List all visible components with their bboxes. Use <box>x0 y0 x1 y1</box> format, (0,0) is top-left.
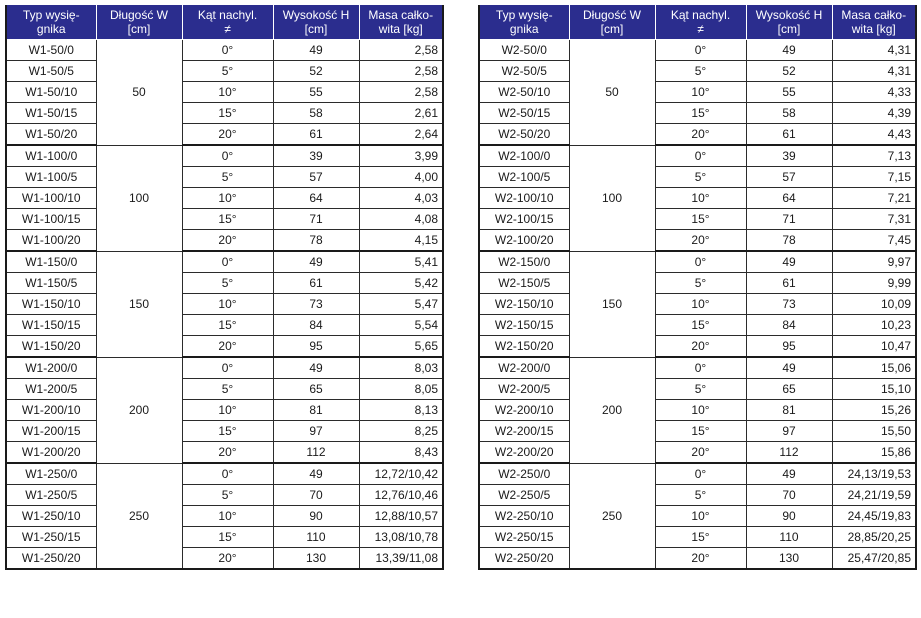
mass-cell: 8,03 <box>359 357 443 379</box>
height-cell: 39 <box>273 145 359 167</box>
mass-cell: 9,97 <box>832 251 916 273</box>
angle-cell: 20° <box>182 124 273 146</box>
height-cell: 95 <box>746 336 832 358</box>
column-header-line: [cm] <box>127 22 151 36</box>
mass-cell: 15,50 <box>832 421 916 442</box>
type-cell: W1-150/0 <box>6 251 96 273</box>
type-cell: W2-150/10 <box>479 294 569 315</box>
type-cell: W1-100/0 <box>6 145 96 167</box>
angle-cell: 5° <box>655 273 746 294</box>
column-header-line: Typ wysię- <box>495 8 553 22</box>
angle-cell: 10° <box>655 188 746 209</box>
table-row <box>6 103 443 124</box>
column-header-line: Masa całko- <box>368 8 434 22</box>
table-row <box>479 61 916 82</box>
type-cell: W2-50/15 <box>479 103 569 124</box>
table-row <box>6 40 443 61</box>
mass-cell: 12,72/10,42 <box>359 463 443 485</box>
table-row <box>479 485 916 506</box>
table-row <box>6 442 443 464</box>
type-cell: W1-250/20 <box>6 548 96 570</box>
type-cell: W1-100/10 <box>6 188 96 209</box>
angle-cell: 15° <box>182 209 273 230</box>
mass-cell: 8,05 <box>359 379 443 400</box>
angle-cell: 20° <box>182 442 273 464</box>
angle-cell: 0° <box>655 463 746 485</box>
table-row <box>6 527 443 548</box>
angle-cell: 10° <box>182 82 273 103</box>
mass-cell: 9,99 <box>832 273 916 294</box>
angle-cell: 5° <box>655 167 746 188</box>
mass-cell: 4,03 <box>359 188 443 209</box>
angle-cell: 10° <box>182 188 273 209</box>
mass-cell: 3,99 <box>359 145 443 167</box>
mass-cell: 12,76/10,46 <box>359 485 443 506</box>
angle-cell: 15° <box>655 315 746 336</box>
mass-cell: 4,43 <box>832 124 916 146</box>
mass-cell: 5,65 <box>359 336 443 358</box>
type-cell: W2-250/5 <box>479 485 569 506</box>
height-cell: 64 <box>746 188 832 209</box>
type-cell: W2-200/5 <box>479 379 569 400</box>
angle-cell: 15° <box>655 527 746 548</box>
table-row <box>6 167 443 188</box>
type-cell: W1-250/5 <box>6 485 96 506</box>
mass-cell: 4,15 <box>359 230 443 252</box>
height-cell: 49 <box>746 40 832 61</box>
length-cell: 50 <box>569 40 655 146</box>
angle-cell: 15° <box>182 103 273 124</box>
mass-cell: 25,47/20,85 <box>832 548 916 570</box>
angle-cell: 20° <box>655 442 746 464</box>
length-cell: 250 <box>569 463 655 569</box>
angle-cell: 0° <box>182 145 273 167</box>
type-cell: W2-250/15 <box>479 527 569 548</box>
column-header-line: Długość W <box>582 8 641 22</box>
column-header <box>569 5 655 40</box>
type-cell: W2-50/10 <box>479 82 569 103</box>
type-cell: W1-50/15 <box>6 103 96 124</box>
mass-cell: 24,21/19,59 <box>832 485 916 506</box>
column-header-line: [cm] <box>304 22 328 36</box>
height-cell: 110 <box>746 527 832 548</box>
type-cell: W2-100/20 <box>479 230 569 252</box>
angle-cell: 5° <box>182 273 273 294</box>
type-cell: W2-200/15 <box>479 421 569 442</box>
angle-cell: 0° <box>655 40 746 61</box>
table-row <box>479 463 916 485</box>
table-row <box>6 336 443 358</box>
angle-cell: 20° <box>655 230 746 252</box>
spec-table-w1 <box>5 5 444 570</box>
type-cell: W2-250/0 <box>479 463 569 485</box>
height-cell: 70 <box>746 485 832 506</box>
angle-cell: 20° <box>182 230 273 252</box>
length-cell: 150 <box>569 251 655 357</box>
column-header <box>746 5 832 40</box>
type-cell: W1-200/10 <box>6 400 96 421</box>
height-cell: 52 <box>746 61 832 82</box>
height-cell: 112 <box>273 442 359 464</box>
mass-cell: 24,13/19,53 <box>832 463 916 485</box>
column-header <box>273 5 359 40</box>
angle-cell: 15° <box>182 421 273 442</box>
type-cell: W1-250/0 <box>6 463 96 485</box>
mass-cell: 7,21 <box>832 188 916 209</box>
height-cell: 73 <box>273 294 359 315</box>
table-row <box>6 548 443 570</box>
column-header-line: ≠ <box>697 22 704 36</box>
height-cell: 57 <box>746 167 832 188</box>
column-header-line: Wysokość H <box>755 8 823 22</box>
angle-cell: 5° <box>182 485 273 506</box>
table-row <box>6 421 443 442</box>
mass-cell: 13,39/11,08 <box>359 548 443 570</box>
mass-cell: 15,06 <box>832 357 916 379</box>
angle-cell: 0° <box>182 357 273 379</box>
mass-cell: 15,10 <box>832 379 916 400</box>
angle-cell: 0° <box>182 40 273 61</box>
table-row <box>6 188 443 209</box>
table-row <box>6 294 443 315</box>
column-header-line: Kąt nachyl. <box>670 8 731 22</box>
height-cell: 49 <box>746 251 832 273</box>
table-row <box>6 463 443 485</box>
type-cell: W1-250/10 <box>6 506 96 527</box>
height-cell: 61 <box>746 124 832 146</box>
column-header <box>6 5 96 40</box>
table-row <box>479 145 916 167</box>
mass-cell: 15,86 <box>832 442 916 464</box>
mass-cell: 4,00 <box>359 167 443 188</box>
mass-cell: 2,64 <box>359 124 443 146</box>
mass-cell: 2,58 <box>359 61 443 82</box>
height-cell: 64 <box>273 188 359 209</box>
height-cell: 55 <box>746 82 832 103</box>
type-cell: W1-150/10 <box>6 294 96 315</box>
height-cell: 58 <box>746 103 832 124</box>
table-row <box>6 379 443 400</box>
table-row <box>479 40 916 61</box>
height-cell: 61 <box>746 273 832 294</box>
length-cell: 100 <box>569 145 655 251</box>
column-header-line: Kąt nachyl. <box>197 8 258 22</box>
mass-cell: 28,85/20,25 <box>832 527 916 548</box>
table-row <box>479 315 916 336</box>
angle-cell: 15° <box>655 421 746 442</box>
height-cell: 49 <box>273 463 359 485</box>
mass-cell: 15,26 <box>832 400 916 421</box>
table-row <box>479 336 916 358</box>
table-row <box>479 506 916 527</box>
type-cell: W2-100/5 <box>479 167 569 188</box>
height-cell: 81 <box>273 400 359 421</box>
type-cell: W2-200/20 <box>479 442 569 464</box>
mass-cell: 5,47 <box>359 294 443 315</box>
angle-cell: 15° <box>655 103 746 124</box>
column-header <box>655 5 746 40</box>
height-cell: 71 <box>746 209 832 230</box>
mass-cell: 5,42 <box>359 273 443 294</box>
type-cell: W1-100/5 <box>6 167 96 188</box>
height-cell: 90 <box>273 506 359 527</box>
height-cell: 90 <box>746 506 832 527</box>
height-cell: 130 <box>746 548 832 570</box>
spec-table-w2 <box>478 5 917 570</box>
type-cell: W2-200/10 <box>479 400 569 421</box>
column-header-line: gnika <box>509 22 539 36</box>
angle-cell: 10° <box>182 506 273 527</box>
mass-cell: 2,58 <box>359 40 443 61</box>
type-cell: W2-150/5 <box>479 273 569 294</box>
height-cell: 52 <box>273 61 359 82</box>
height-cell: 97 <box>273 421 359 442</box>
type-cell: W1-200/0 <box>6 357 96 379</box>
table-row <box>6 61 443 82</box>
table-row <box>479 82 916 103</box>
table-row <box>479 167 916 188</box>
mass-cell: 10,23 <box>832 315 916 336</box>
column-header-line: [cm] <box>777 22 801 36</box>
height-cell: 84 <box>273 315 359 336</box>
mass-cell: 5,41 <box>359 251 443 273</box>
column-header-line: ≠ <box>224 22 231 36</box>
angle-cell: 0° <box>182 251 273 273</box>
table-row <box>6 124 443 146</box>
type-cell: W1-200/20 <box>6 442 96 464</box>
height-cell: 49 <box>746 357 832 379</box>
table-row <box>479 421 916 442</box>
table-row <box>479 379 916 400</box>
type-cell: W2-100/0 <box>479 145 569 167</box>
mass-cell: 4,33 <box>832 82 916 103</box>
angle-cell: 5° <box>182 379 273 400</box>
type-cell: W1-50/20 <box>6 124 96 146</box>
type-cell: W1-200/5 <box>6 379 96 400</box>
height-cell: 71 <box>273 209 359 230</box>
mass-cell: 8,13 <box>359 400 443 421</box>
table-row <box>6 82 443 103</box>
angle-cell: 5° <box>182 167 273 188</box>
type-cell: W2-250/10 <box>479 506 569 527</box>
angle-cell: 0° <box>655 251 746 273</box>
length-cell: 150 <box>96 251 182 357</box>
type-cell: W2-100/15 <box>479 209 569 230</box>
table-row <box>6 209 443 230</box>
type-cell: W1-250/15 <box>6 527 96 548</box>
height-cell: 130 <box>273 548 359 570</box>
table-row <box>6 315 443 336</box>
type-cell: W1-50/10 <box>6 82 96 103</box>
column-header-line: wita [kg] <box>378 22 423 36</box>
height-cell: 61 <box>273 124 359 146</box>
column-header-line: Typ wysię- <box>22 8 80 22</box>
mass-cell: 5,54 <box>359 315 443 336</box>
table-row <box>479 294 916 315</box>
angle-cell: 15° <box>182 527 273 548</box>
angle-cell: 10° <box>655 400 746 421</box>
type-cell: W2-50/20 <box>479 124 569 146</box>
height-cell: 97 <box>746 421 832 442</box>
height-cell: 110 <box>273 527 359 548</box>
angle-cell: 5° <box>655 485 746 506</box>
table-row <box>479 548 916 570</box>
column-header-line: gnika <box>36 22 66 36</box>
type-cell: W1-150/15 <box>6 315 96 336</box>
angle-cell: 0° <box>655 145 746 167</box>
height-cell: 95 <box>273 336 359 358</box>
mass-cell: 13,08/10,78 <box>359 527 443 548</box>
mass-cell: 7,13 <box>832 145 916 167</box>
angle-cell: 15° <box>655 209 746 230</box>
angle-cell: 0° <box>182 463 273 485</box>
length-cell: 50 <box>96 40 182 146</box>
height-cell: 49 <box>273 40 359 61</box>
length-cell: 100 <box>96 145 182 251</box>
angle-cell: 20° <box>655 124 746 146</box>
angle-cell: 20° <box>655 548 746 570</box>
header-row <box>6 5 443 40</box>
angle-cell: 5° <box>182 61 273 82</box>
column-header <box>832 5 916 40</box>
table-row <box>6 506 443 527</box>
height-cell: 61 <box>273 273 359 294</box>
height-cell: 73 <box>746 294 832 315</box>
height-cell: 39 <box>746 145 832 167</box>
table-row <box>479 442 916 464</box>
column-header-line: Długość W <box>109 8 168 22</box>
header-row <box>479 5 916 40</box>
mass-cell: 8,43 <box>359 442 443 464</box>
type-cell: W1-100/15 <box>6 209 96 230</box>
table-row <box>479 400 916 421</box>
mass-cell: 4,31 <box>832 61 916 82</box>
mass-cell: 8,25 <box>359 421 443 442</box>
column-header <box>359 5 443 40</box>
table-row <box>479 273 916 294</box>
angle-cell: 0° <box>655 357 746 379</box>
type-cell: W2-100/10 <box>479 188 569 209</box>
table-row <box>479 251 916 273</box>
table-row <box>6 145 443 167</box>
table-row <box>6 400 443 421</box>
table-row <box>479 527 916 548</box>
column-header-line: Wysokość H <box>282 8 350 22</box>
type-cell: W2-200/0 <box>479 357 569 379</box>
table-row <box>6 230 443 252</box>
height-cell: 49 <box>746 463 832 485</box>
type-cell: W2-50/5 <box>479 61 569 82</box>
height-cell: 84 <box>746 315 832 336</box>
height-cell: 49 <box>273 357 359 379</box>
type-cell: W1-200/15 <box>6 421 96 442</box>
column-header-line: [cm] <box>600 22 624 36</box>
table-row <box>479 230 916 252</box>
length-cell: 200 <box>96 357 182 463</box>
mass-cell: 2,61 <box>359 103 443 124</box>
column-header-line: wita [kg] <box>851 22 896 36</box>
height-cell: 58 <box>273 103 359 124</box>
angle-cell: 20° <box>655 336 746 358</box>
mass-cell: 4,08 <box>359 209 443 230</box>
angle-cell: 5° <box>655 379 746 400</box>
angle-cell: 20° <box>182 548 273 570</box>
angle-cell: 15° <box>182 315 273 336</box>
height-cell: 78 <box>273 230 359 252</box>
angle-cell: 10° <box>655 82 746 103</box>
length-cell: 200 <box>569 357 655 463</box>
type-cell: W1-150/20 <box>6 336 96 358</box>
type-cell: W1-150/5 <box>6 273 96 294</box>
table-row <box>6 273 443 294</box>
type-cell: W2-250/20 <box>479 548 569 570</box>
type-cell: W2-150/20 <box>479 336 569 358</box>
table-row <box>479 357 916 379</box>
angle-cell: 20° <box>182 336 273 358</box>
height-cell: 70 <box>273 485 359 506</box>
type-cell: W2-50/0 <box>479 40 569 61</box>
height-cell: 65 <box>273 379 359 400</box>
mass-cell: 12,88/10,57 <box>359 506 443 527</box>
type-cell: W2-150/0 <box>479 251 569 273</box>
mass-cell: 24,45/19,83 <box>832 506 916 527</box>
table-row <box>6 357 443 379</box>
type-cell: W1-100/20 <box>6 230 96 252</box>
height-cell: 112 <box>746 442 832 464</box>
angle-cell: 10° <box>655 506 746 527</box>
mass-cell: 10,47 <box>832 336 916 358</box>
table-row <box>6 485 443 506</box>
mass-cell: 10,09 <box>832 294 916 315</box>
mass-cell: 7,15 <box>832 167 916 188</box>
mass-cell: 7,45 <box>832 230 916 252</box>
type-cell: W1-50/5 <box>6 61 96 82</box>
table-row <box>479 103 916 124</box>
table-row <box>479 124 916 146</box>
angle-cell: 10° <box>182 400 273 421</box>
height-cell: 81 <box>746 400 832 421</box>
mass-cell: 4,39 <box>832 103 916 124</box>
length-cell: 250 <box>96 463 182 569</box>
type-cell: W1-50/0 <box>6 40 96 61</box>
angle-cell: 10° <box>655 294 746 315</box>
column-header <box>479 5 569 40</box>
height-cell: 55 <box>273 82 359 103</box>
type-cell: W2-150/15 <box>479 315 569 336</box>
table-row <box>6 251 443 273</box>
table-row <box>479 209 916 230</box>
column-header <box>182 5 273 40</box>
column-header-line: Masa całko- <box>841 8 907 22</box>
mass-cell: 2,58 <box>359 82 443 103</box>
mass-cell: 7,31 <box>832 209 916 230</box>
height-cell: 49 <box>273 251 359 273</box>
mass-cell: 4,31 <box>832 40 916 61</box>
height-cell: 65 <box>746 379 832 400</box>
column-header <box>96 5 182 40</box>
angle-cell: 10° <box>182 294 273 315</box>
height-cell: 78 <box>746 230 832 252</box>
table-row <box>479 188 916 209</box>
height-cell: 57 <box>273 167 359 188</box>
angle-cell: 5° <box>655 61 746 82</box>
